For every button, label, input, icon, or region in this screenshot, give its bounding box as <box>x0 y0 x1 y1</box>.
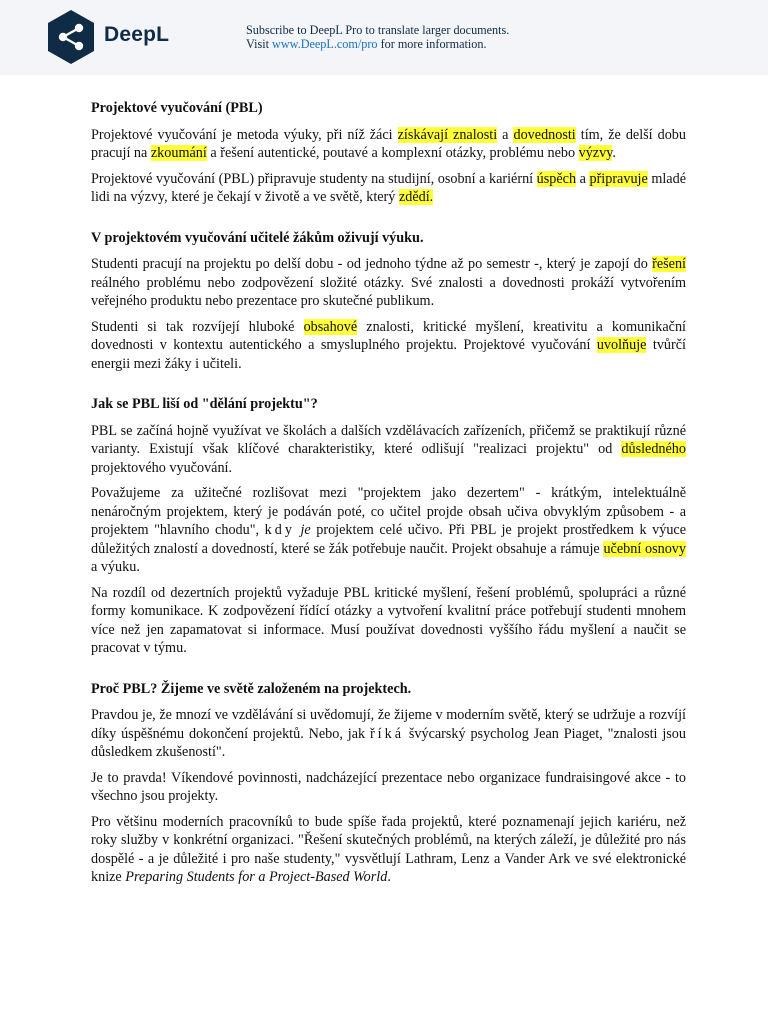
paragraph-2 <box>91 170 686 207</box>
highlight-dovednosti: dovednosti <box>513 126 576 143</box>
highlight-obsahove: obsahové <box>303 318 358 335</box>
p6-spaced-word: kdy <box>264 522 295 538</box>
paragraph-7: Na rozdíl od dezertních projektů vyžaduje PBL kritické myšlení, řešení problémů, spolupráci a různé formy komunikace. K zodpovězení řídící otázky a vytvoření kvalitní práce potřebují studenti mnohem více než jen zapamatovat si informace. Musí používat dovednosti vyššího řádu myšlení a naučit se pracovat v týmu. <box>91 584 686 656</box>
p1-text-a: Projektové vyučování je metoda výuky, při níž žáci <box>91 126 398 143</box>
highlight-uvolnuje: uvolňuje <box>596 337 647 353</box>
p10-text-b: . <box>387 869 391 885</box>
paragraph-1 <box>91 126 686 163</box>
paragraph-5 <box>91 422 686 478</box>
p4-text-b: znalosti, kritické myšlení, kreativitu a komunikační dovednosti v kontextu autentického a smysluplného projektu. Projektové vyučování <box>91 318 686 353</box>
p5-text-a: PBL se začíná hojně využívat ve školách a dalších vzdělávacích zařízeních, přičemž se praktikují různé varianty. Existují však klíčové charakteristiky, které odlišují "realizaci projektu" od <box>91 422 686 457</box>
promo-line-2-prefix: Visit <box>246 37 273 51</box>
highlight-zdedi: zdědí. <box>398 189 434 205</box>
p3-text-b: reálného problému nebo zodpovězení složité otázky. Své znalosti a dovednosti prokáží vytvořením veřejného produktu nebo prezentace pro skutečné publikum. <box>91 274 686 309</box>
highlight-vyzvy: výzvy <box>578 145 613 161</box>
paragraph-6 <box>91 484 686 577</box>
p8-text-b: švýcarský psycholog Jean Piaget, "znalosti jsou důsledkem zkušeností". <box>91 725 686 760</box>
document-body <box>91 99 686 894</box>
heading-jak-se-lisi: Jak se PBL liší od "dělání projektu"? <box>91 396 318 412</box>
highlight-dusledneho: důsledného <box>621 441 686 457</box>
heading-pbl: Projektové vyučování (PBL) <box>91 100 263 116</box>
paragraph-4 <box>91 318 686 374</box>
highlight-reseni: řešení <box>652 256 686 272</box>
deepl-logo-text[interactable]: DeepL <box>104 23 170 46</box>
paragraph-10 <box>91 813 686 887</box>
p8-spaced-word: říká <box>369 725 405 742</box>
deepl-banner <box>0 0 768 75</box>
promo-line-2-suffix: for more information. <box>377 37 487 51</box>
pro-promo <box>246 23 509 51</box>
paragraph-9: Je to pravda! Víkendové povinnosti, nadcházející prezentace nebo organizace fundraisingové akce - to všechno jsou projekty. <box>91 769 686 804</box>
p1-text-c: tím, že delší dobu pracují na <box>91 126 686 161</box>
deepl-pro-link[interactable]: www.DeepL.com/pro <box>272 37 378 51</box>
highlight-pripravuje: připravuje <box>589 170 648 187</box>
p4-text-c: tvůrčí energii mezi žáky i učiteli. <box>91 337 686 372</box>
p5-text-b: projektového vyučování. <box>91 459 233 476</box>
p6-text-c: projektem celé učivo. Při PBL je projekt prostředkem k výuce důležitých znalostí a dovedností, které se žák potřebuje naučit. Projekt obsahuje a rámuje <box>91 522 687 557</box>
p8-text-a: Pravdou je, že mnozí ve vzdělávání si uvědomují, že žijeme v moderním světě, který se udržuje a rozvíjí díky úspěšnému dokončení projektů. Nebo, jak <box>91 707 686 742</box>
p1-text-b: a <box>497 126 514 143</box>
deepl-logo-icon[interactable] <box>46 9 96 65</box>
paragraph-3 <box>91 255 686 311</box>
p6-text-a: Považujeme za užitečné rozlišovat mezi "projektem jako dezertem" - krátkým, intelektuálně nenáročným projektem, který je podáván poté, co učitel projde obsah učiva obvyklým způsobem - a projektem "hlavního chodu", <box>91 485 686 538</box>
heading-ucitele: V projektovém vyučování učitelé žákům oživují výuku. <box>91 229 424 246</box>
p2-text-b: a <box>576 170 590 187</box>
p3-text-a: Studenti pracují na projektu po delší dobu - od jednoho týdne až po semestr -, který je zapojí do <box>91 256 653 272</box>
p1-text-e: . <box>612 145 616 161</box>
p6-italic-word: je <box>300 522 311 538</box>
p4-text-a: Studenti si tak rozvíjejí hluboké <box>91 318 304 335</box>
p6-text-d: a výuku. <box>91 559 140 575</box>
p2-text-a: Projektové vyučování (PBL) připravuje studenty na studijní, osobní a kariérní <box>91 170 537 187</box>
paragraph-8 <box>91 706 686 762</box>
promo-line-2 <box>246 37 509 51</box>
highlight-zkoumani: zkoumání <box>150 145 207 161</box>
highlight-ziskavaji: získávají znalosti <box>397 126 498 143</box>
book-title: Preparing Students for a Project-Based World <box>125 869 388 885</box>
p1-text-d: a řešení autentické, poutavé a komplexní otázky, problému nebo <box>206 145 579 161</box>
highlight-ucebni-osnovy: učební osnovy <box>603 540 686 557</box>
p10-text-a: Pro většinu moderních pracovníků to bude spíše řada projektů, které poznamenají jejich kariéru, než roky služby v konkrétní organizaci. "Řešení skutečných problémů, na kterých záleží, je důležité pro nás dospělé - a je důležité i pro naše studenty," vysvětlují Lathram, Lenz a Vander Ark ve své elektronické knize <box>91 813 686 885</box>
heading-proc-pbl: Proč PBL? Žijeme ve světě založeném na projektech. <box>91 680 412 697</box>
p2-text-c: mladé lidi na výzvy, které je čekají v životě a ve světě, který <box>91 170 686 205</box>
promo-line-1: Subscribe to DeepL Pro to translate larger documents. <box>246 23 510 37</box>
highlight-uspech: úspěch <box>536 170 577 187</box>
